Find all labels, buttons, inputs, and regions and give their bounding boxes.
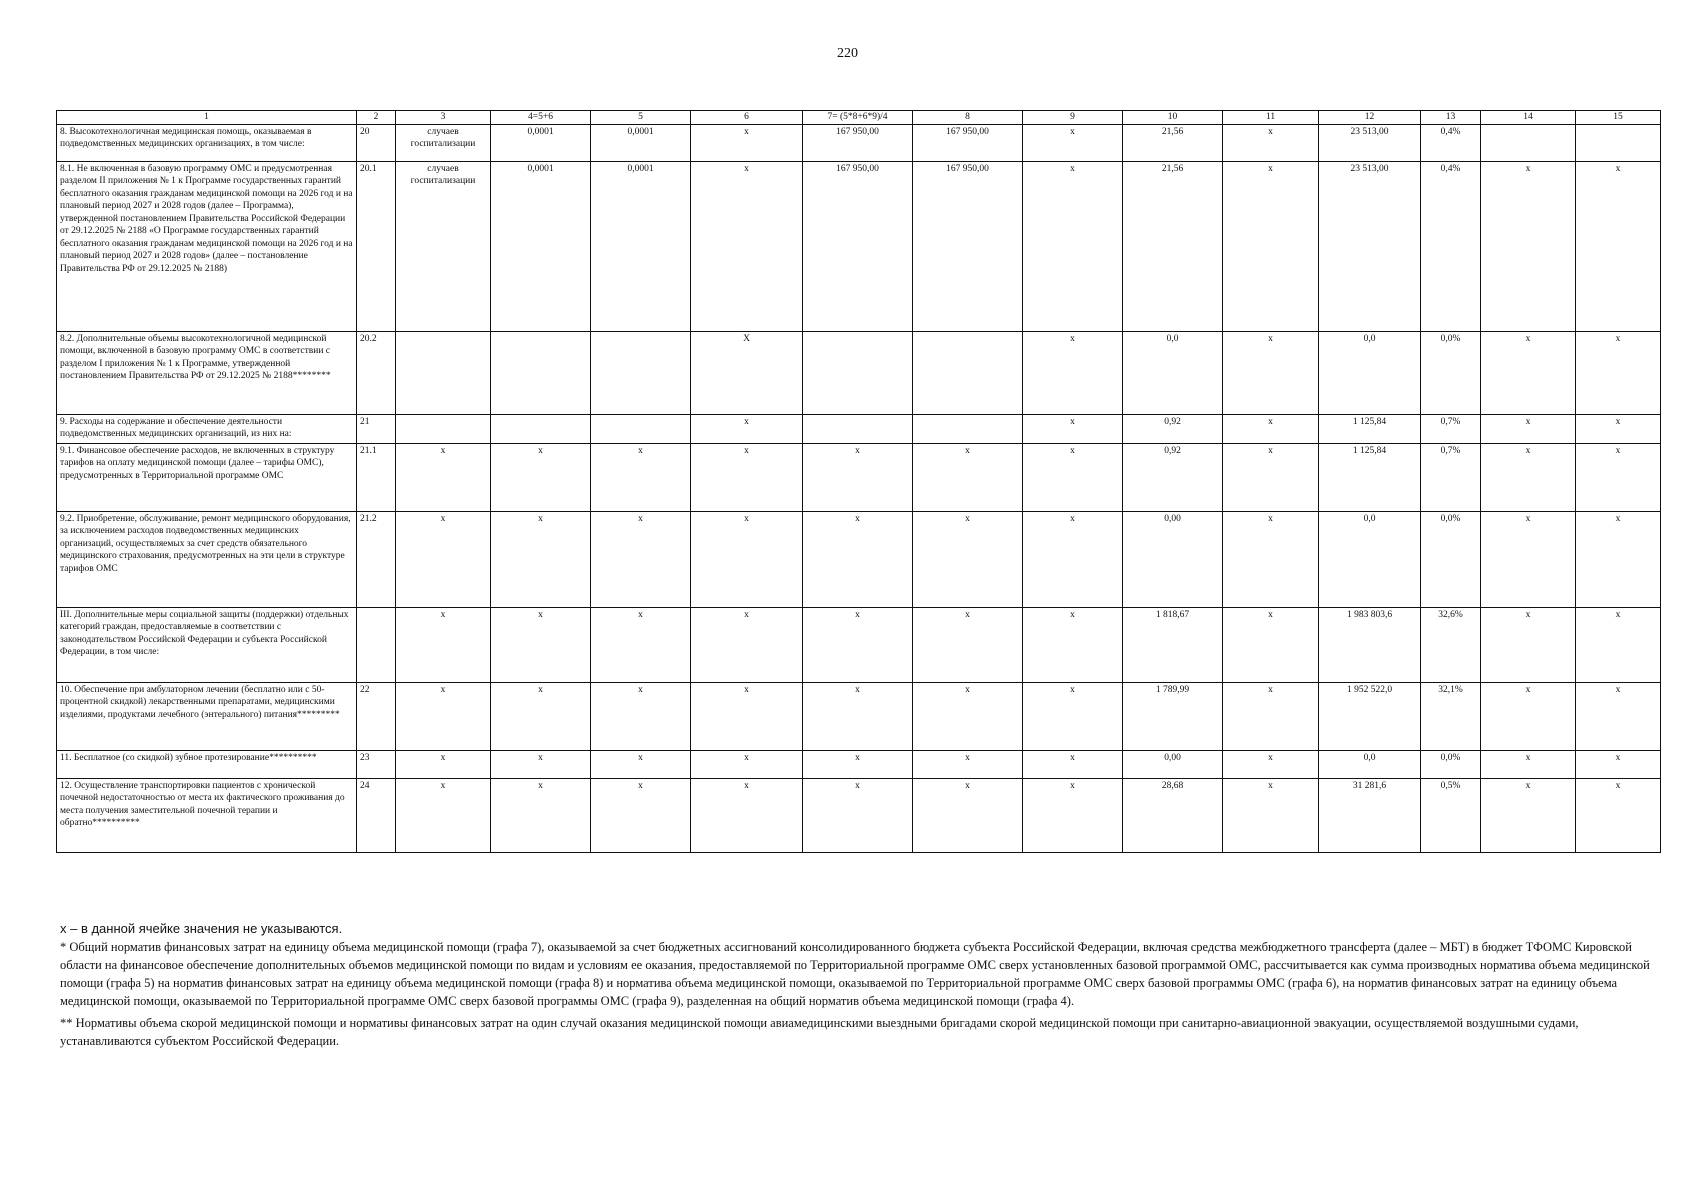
table-cell: x bbox=[1481, 511, 1576, 607]
table-cell: x bbox=[1481, 750, 1576, 778]
row-label-cell: 11. Бесплатное (со скидкой) зубное протезирование********** bbox=[57, 750, 357, 778]
row-label-cell: 10. Обеспечение при амбулаторном лечении (бесплатно или с 50-процентной скидкой) лекарственными препаратами, медицинскими изделиями, продуктами лечебного (энтерального) питания********* bbox=[57, 682, 357, 750]
table-cell: x bbox=[1576, 778, 1661, 852]
table-row bbox=[57, 414, 1661, 443]
table-cell: x bbox=[591, 443, 691, 511]
table-cell: 1 789,99 bbox=[1123, 682, 1223, 750]
row-label-cell: 8.1. Не включенная в базовую программу ОМС и предусмотренная разделом II приложения № 1 к Программе государственных гарантий бесплатного оказания гражданам медицинской помощи на 2026 год и на плановый период 2027 и 2028 годов (далее – Программа), утвержденной постановлением Правительства Российской Федерации от 29.12.2025 № 2188 «О Программе государственных гарантий бесплатного оказания гражданам медицинской помощи на 2026 год и на плановый период 2027 и 2028 годов» (далее – постановление Правительства РФ от 29.12.2025 № 2188) bbox=[57, 161, 357, 331]
column-header: 3 bbox=[396, 111, 491, 125]
table-cell: 1 952 522,0 bbox=[1319, 682, 1421, 750]
table-header-row bbox=[57, 111, 1661, 125]
table-cell: 31 281,6 bbox=[1319, 778, 1421, 852]
column-header: 11 bbox=[1223, 111, 1319, 125]
table-cell: x bbox=[803, 750, 913, 778]
table-row bbox=[57, 443, 1661, 511]
table-cell: X bbox=[691, 331, 803, 414]
table-cell: 0,0% bbox=[1421, 331, 1481, 414]
table-cell: 32,1% bbox=[1421, 682, 1481, 750]
table-cell: x bbox=[591, 778, 691, 852]
table-cell: x bbox=[1223, 414, 1319, 443]
table-cell: 167 950,00 bbox=[913, 161, 1023, 331]
column-header: 15 bbox=[1576, 111, 1661, 125]
table-cell: 167 950,00 bbox=[803, 124, 913, 161]
table-cell bbox=[491, 414, 591, 443]
table-row bbox=[57, 331, 1661, 414]
table-cell: x bbox=[591, 682, 691, 750]
table-cell: x bbox=[1576, 331, 1661, 414]
table-cell: x bbox=[913, 682, 1023, 750]
table-cell: x bbox=[1023, 414, 1123, 443]
row-label-cell: 12. Осуществление транспортировки пациентов с хронической почечной недостаточностью от места их фактического проживания до места получения заместительной почечной терапии и обратно********** bbox=[57, 778, 357, 852]
table-row bbox=[57, 750, 1661, 778]
row-label-cell: 9. Расходы на содержание и обеспечение деятельности подведомственных медицинских организаций, из них на: bbox=[57, 414, 357, 443]
table-cell: 0,0 bbox=[1319, 511, 1421, 607]
table-row bbox=[57, 607, 1661, 682]
table-cell: 167 950,00 bbox=[913, 124, 1023, 161]
table-cell: x bbox=[1223, 443, 1319, 511]
table-cell bbox=[396, 331, 491, 414]
column-header: 1 bbox=[57, 111, 357, 125]
table-cell: x bbox=[1023, 511, 1123, 607]
table-cell: 22 bbox=[357, 682, 396, 750]
footnote-2: ** Нормативы объема скорой медицинской помощи и нормативы финансовых затрат на один случай оказания медицинской помощи авиамедицинскими выездными бригадами скорой медицинской помощи при санитарно-авиационной эвакуации, осуществляемой воздушными судами, устанавливаются субъектом Российской Федерации. bbox=[60, 1016, 1579, 1048]
table-cell: 21 bbox=[357, 414, 396, 443]
table-cell: x bbox=[1023, 750, 1123, 778]
row-label-cell: III. Дополнительные меры социальной защиты (поддержки) отдельных категорий граждан, предоставляемые в соответствии с законодательством Российской Федерации и субъекта Российской Федерации, в том числе: bbox=[57, 607, 357, 682]
table-cell: 0,0 bbox=[1123, 331, 1223, 414]
table-cell: x bbox=[913, 750, 1023, 778]
table-cell bbox=[357, 607, 396, 682]
row-label-cell: 9.1. Финансовое обеспечение расходов, не включенных в структуру тарифов на оплату медицинской помощи (далее – тарифы ОМС), предусмотренных в Территориальной программе ОМС bbox=[57, 443, 357, 511]
table-cell bbox=[591, 414, 691, 443]
table-cell: x bbox=[691, 511, 803, 607]
table-cell: 1 125,84 bbox=[1319, 443, 1421, 511]
table-cell: 0,00 bbox=[1123, 750, 1223, 778]
table-cell: x bbox=[396, 778, 491, 852]
table-cell: 23 bbox=[357, 750, 396, 778]
table-cell: 0,0% bbox=[1421, 750, 1481, 778]
table-cell: случаев госпитализации bbox=[396, 161, 491, 331]
table-cell: 21,56 bbox=[1123, 124, 1223, 161]
table-cell: x bbox=[1481, 778, 1576, 852]
table-cell: x bbox=[803, 682, 913, 750]
table-cell: 0,0% bbox=[1421, 511, 1481, 607]
column-header: 4=5+6 bbox=[491, 111, 591, 125]
table-cell: 0,0 bbox=[1319, 331, 1421, 414]
table-cell: x bbox=[1576, 161, 1661, 331]
table-cell: x bbox=[1223, 778, 1319, 852]
table-cell: 0,4% bbox=[1421, 161, 1481, 331]
table-row bbox=[57, 161, 1661, 331]
table-cell: x bbox=[1023, 607, 1123, 682]
footnote-x-explanation: х – в данной ячейке значения не указываются. bbox=[60, 921, 343, 936]
table-cell: x bbox=[1023, 682, 1123, 750]
table-cell bbox=[591, 331, 691, 414]
table-cell: x bbox=[396, 607, 491, 682]
table-cell: x bbox=[1576, 682, 1661, 750]
table-cell: 1 983 803,6 bbox=[1319, 607, 1421, 682]
table-row bbox=[57, 511, 1661, 607]
table-cell: 167 950,00 bbox=[803, 161, 913, 331]
table-cell: 20.2 bbox=[357, 331, 396, 414]
footnote-1: * Общий норматив финансовых затрат на единицу объема медицинской помощи (графа 7), оказываемой за счет бюджетных ассигнований консолидированного бюджета субъекта Российской Федерации, включая средства межбюджетного трансферта (далее – МБТ) в бюджет ТФОМС Кировской области на финансовое обеспечение дополнительных объемов медицинской помощи по видам и условиям ее оказания, предоставляемой по Территориальной программе ОМС сверх установленных базовой программой ОМС, рассчитывается как сумма производных норматива объема медицинской помощи (графа 5) на норматив финансовых затрат на единицу объема медицинской помощи (графа 8) и норматива объема медицинской помощи, оказываемой по Территориальной программе ОМС сверх базовой программы ОМС (графа 6), на норматив финансовых затрат на единицу объема медицинской помощи, оказываемой по Территориальной программе ОМС сверх базовой программы ОМС (графа 9), разделенная на общий норматив объема медицинской помощи (графа 4). bbox=[60, 940, 1650, 1008]
table-cell: 0,92 bbox=[1123, 414, 1223, 443]
table-cell: x bbox=[691, 778, 803, 852]
table-cell: x bbox=[491, 443, 591, 511]
table-cell: 0,0 bbox=[1319, 750, 1421, 778]
table-cell: x bbox=[1576, 607, 1661, 682]
table-cell bbox=[1481, 124, 1576, 161]
table-cell: x bbox=[691, 750, 803, 778]
table-cell: x bbox=[803, 607, 913, 682]
table-cell: x bbox=[803, 778, 913, 852]
table-cell: x bbox=[491, 682, 591, 750]
table-cell: x bbox=[1481, 607, 1576, 682]
table-cell: x bbox=[1481, 443, 1576, 511]
table-cell: x bbox=[803, 511, 913, 607]
table-row bbox=[57, 778, 1661, 852]
table-cell: 23 513,00 bbox=[1319, 161, 1421, 331]
column-header: 7= (5*8+6*9)/4 bbox=[803, 111, 913, 125]
table-cell: x bbox=[396, 443, 491, 511]
table-cell: x bbox=[1576, 750, 1661, 778]
table-cell: x bbox=[803, 443, 913, 511]
table-cell: x bbox=[396, 682, 491, 750]
table-cell: x bbox=[691, 161, 803, 331]
table-cell bbox=[491, 331, 591, 414]
table-cell: x bbox=[1576, 511, 1661, 607]
table-cell: 24 bbox=[357, 778, 396, 852]
table-cell: x bbox=[491, 750, 591, 778]
table-cell: x bbox=[396, 750, 491, 778]
table-cell: x bbox=[1481, 682, 1576, 750]
row-label-cell: 8.2. Дополнительные объемы высокотехнологичной медицинской помощи, включенной в базовую программу ОМС в соответствии с разделом I приложения № 1 к Программе, утвержденной постановлением Правительства РФ от 29.12.2025 № 2188******** bbox=[57, 331, 357, 414]
table-cell: x bbox=[1023, 331, 1123, 414]
table-cell: x bbox=[1223, 682, 1319, 750]
table-cell: x bbox=[491, 511, 591, 607]
table-row bbox=[57, 124, 1661, 161]
row-label-cell: 8. Высокотехнологичная медицинская помощь, оказываемая в подведомственных медицинских организациях, в том числе: bbox=[57, 124, 357, 161]
table-cell: x bbox=[913, 778, 1023, 852]
column-header: 6 bbox=[691, 111, 803, 125]
table-cell: x bbox=[396, 511, 491, 607]
table-cell: 0,7% bbox=[1421, 414, 1481, 443]
table-cell: x bbox=[491, 607, 591, 682]
table-cell: x bbox=[913, 607, 1023, 682]
table-cell: x bbox=[691, 443, 803, 511]
table-cell: 23 513,00 bbox=[1319, 124, 1421, 161]
table-cell: x bbox=[1481, 161, 1576, 331]
table-cell: x bbox=[1023, 778, 1123, 852]
table-cell: x bbox=[591, 511, 691, 607]
column-header: 2 bbox=[357, 111, 396, 125]
table-cell: 21.1 bbox=[357, 443, 396, 511]
table-cell: x bbox=[591, 607, 691, 682]
table-cell: 0,0001 bbox=[591, 161, 691, 331]
table-cell: x bbox=[1481, 414, 1576, 443]
table-cell: x bbox=[1223, 511, 1319, 607]
table-cell: 0,92 bbox=[1123, 443, 1223, 511]
row-label-cell: 9.2. Приобретение, обслуживание, ремонт медицинского оборудования, за исключением расходов подведомственных медицинских организаций, осуществляемых за счет средств обязательного медицинского страхования, предусмотренных на эти цели в структуре тарифов ОМС bbox=[57, 511, 357, 607]
table-cell: 0,0001 bbox=[491, 124, 591, 161]
table-cell: 0,00 bbox=[1123, 511, 1223, 607]
table-cell: x bbox=[1223, 607, 1319, 682]
table-cell bbox=[396, 414, 491, 443]
table-cell: 21.2 bbox=[357, 511, 396, 607]
column-header: 14 bbox=[1481, 111, 1576, 125]
table-cell: x bbox=[491, 778, 591, 852]
norms-table bbox=[56, 110, 1661, 853]
table-cell: x bbox=[691, 682, 803, 750]
column-header: 8 bbox=[913, 111, 1023, 125]
table-row bbox=[57, 682, 1661, 750]
table-cell: x bbox=[1023, 161, 1123, 331]
table-cell: x bbox=[913, 443, 1023, 511]
table-cell: x bbox=[691, 607, 803, 682]
table-cell: x bbox=[691, 124, 803, 161]
table-cell: 20 bbox=[357, 124, 396, 161]
table-body bbox=[57, 124, 1661, 852]
table-cell: x bbox=[1223, 331, 1319, 414]
table-cell: 0,5% bbox=[1421, 778, 1481, 852]
table-cell: x bbox=[1576, 443, 1661, 511]
table-cell: x bbox=[1023, 443, 1123, 511]
table-cell: 0,4% bbox=[1421, 124, 1481, 161]
footnotes bbox=[60, 920, 1660, 1050]
table-cell: 32,6% bbox=[1421, 607, 1481, 682]
table-cell: x bbox=[913, 511, 1023, 607]
table-cell bbox=[913, 414, 1023, 443]
table-cell: 0,7% bbox=[1421, 443, 1481, 511]
table-cell: x bbox=[1023, 124, 1123, 161]
table-cell: случаев госпитализации bbox=[396, 124, 491, 161]
table-cell: x bbox=[1481, 331, 1576, 414]
column-header: 10 bbox=[1123, 111, 1223, 125]
column-header: 9 bbox=[1023, 111, 1123, 125]
table-cell bbox=[913, 331, 1023, 414]
table-cell: x bbox=[691, 414, 803, 443]
table-cell: x bbox=[1223, 750, 1319, 778]
page-number: 220 bbox=[837, 46, 858, 61]
table-cell: 1 125,84 bbox=[1319, 414, 1421, 443]
table-cell: 21,56 bbox=[1123, 161, 1223, 331]
table-cell bbox=[803, 331, 913, 414]
table-cell: x bbox=[591, 750, 691, 778]
table-cell: 28,68 bbox=[1123, 778, 1223, 852]
column-header: 12 bbox=[1319, 111, 1421, 125]
table-cell: 20.1 bbox=[357, 161, 396, 331]
table-cell bbox=[803, 414, 913, 443]
column-header: 13 bbox=[1421, 111, 1481, 125]
table-cell: 0,0001 bbox=[491, 161, 591, 331]
column-header: 5 bbox=[591, 111, 691, 125]
table-cell bbox=[1576, 124, 1661, 161]
table-cell: 1 818,67 bbox=[1123, 607, 1223, 682]
table-cell: x bbox=[1223, 161, 1319, 331]
table-cell: x bbox=[1223, 124, 1319, 161]
table-cell: x bbox=[1576, 414, 1661, 443]
table-cell: 0,0001 bbox=[591, 124, 691, 161]
